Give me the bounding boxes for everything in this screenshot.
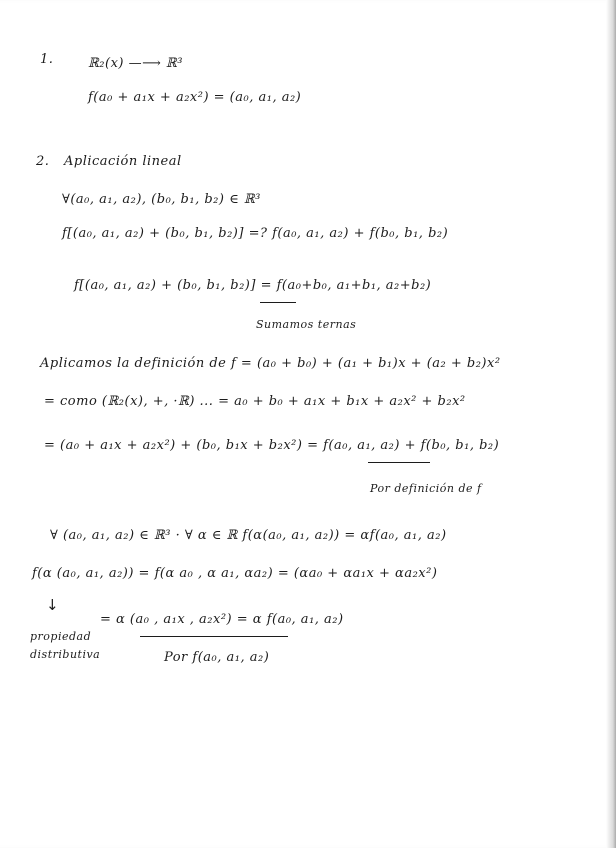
apply-definition-line: Aplicamos la definición de f = (a₀ + b₀) + (a₁ + b₁)x + (a₂ + b₂)x² [40, 356, 501, 371]
sum-underline-brace [260, 298, 296, 303]
distributive-line: = α (a₀ , a₁x , a₂x²) = α f(a₀, a₁, a₂) [100, 612, 344, 627]
por-annotation: Por f(a₀, a₁, a₂) [164, 650, 270, 665]
forall-vectors-line: ∀(a₀, a₁, a₂), (b₀, b₁, b₂) ∈ ℝ³ [62, 192, 261, 207]
definition-underline-brace [368, 458, 430, 463]
sum-annotation: Sumamos ternas [256, 318, 357, 331]
section-1-definition: f(a₀ + a₁x + a₂x²) = (a₀, a₁, a₂) [88, 90, 302, 105]
scalar-expansion-line: f(α (a₀, a₁, a₂)) = f(α a₀ , α a₁, αa₂) = (αa₀ + αa₁x + αa₂x²) [32, 566, 438, 581]
arrow-down-icon: ↓ [46, 596, 59, 614]
page-edge-shadow [606, 0, 616, 848]
regroup-line: = (a₀ + a₁x + a₂x²) + (b₀, b₁x + b₂x²) = f(a₀, a₁, a₂) + f(b₀, b₁, b₂) [44, 438, 500, 453]
scalar-homogeneity-line: ∀ (a₀, a₁, a₂) ∈ ℝ³ · ∀ α ∈ ℝ f(α(a₀, a₁, a₂)) = αf(a₀, a₁, a₂) [50, 528, 447, 543]
distributive-label: distributiva [30, 648, 101, 661]
sum-of-vectors-line: f[(a₀, a₁, a₂) + (b₀, b₁, b₂)] = f(a₀+b₀, a₁+b₁, a₂+b₂) [74, 278, 432, 293]
property-label: propiedad [30, 630, 92, 643]
section-1-map-line: ℝ₂(x) —⟶ ℝ³ [88, 56, 183, 71]
section-1-number: 1. [40, 52, 54, 67]
distributive-underline-brace [140, 632, 288, 637]
additivity-question-line: f[(a₀, a₁, a₂) + (b₀, b₁, b₂)] =? f(a₀, a₁, a₂) + f(b₀, b₁, b₂) [62, 226, 449, 241]
section-2-number: 2. [36, 154, 50, 169]
section-2-heading: Aplicación lineal [64, 154, 182, 169]
expand-line: = como (ℝ₂(x), +, ·ℝ) ... = a₀ + b₀ + a₁x + b₁x + a₂x² + b₂x² [44, 394, 466, 409]
definition-annotation: Por definición de f [370, 482, 482, 495]
